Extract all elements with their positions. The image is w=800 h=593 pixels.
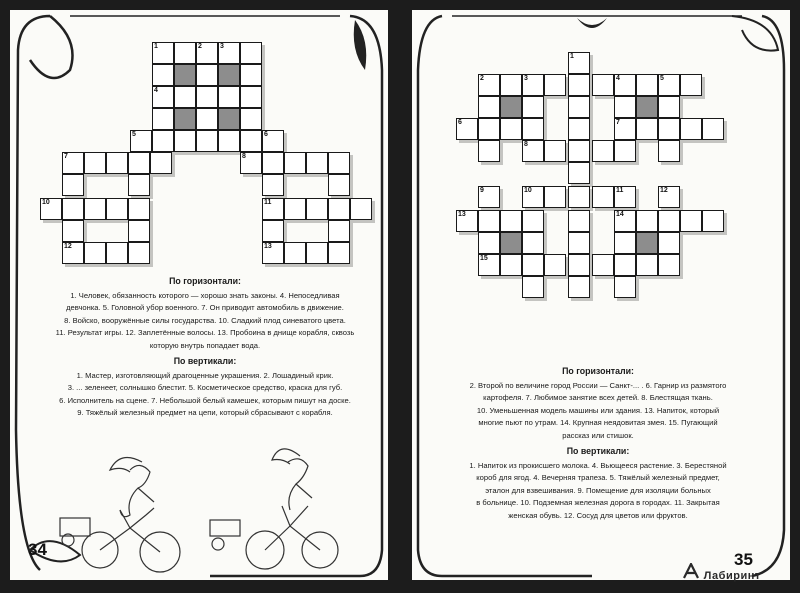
crossword-cell[interactable] — [240, 42, 262, 64]
clue-number: 7 — [616, 119, 620, 126]
crossword-cell[interactable] — [522, 276, 544, 298]
clue-number: 14 — [616, 211, 624, 218]
crossword-cell[interactable] — [328, 174, 350, 196]
clue-line: 11. Результат игры. 12. Заплетённые волосы. 13. Пробоина в днище корабля, сквозь — [55, 328, 355, 337]
clue-number: 2 — [198, 43, 202, 50]
across-heading: По горизонтали: — [169, 276, 241, 286]
clue-number: 4 — [154, 87, 158, 94]
crossword-cell[interactable] — [328, 242, 350, 264]
crossword-cell[interactable] — [128, 198, 150, 220]
crossword-cell[interactable] — [478, 232, 500, 254]
clue-line: 9. Тяжёлый железный предмет на цепи, который сбрасывают с корабля. — [77, 408, 333, 417]
crossword-cell[interactable] — [128, 242, 150, 264]
crossword-cell[interactable] — [128, 174, 150, 196]
crossword-cell[interactable] — [328, 152, 350, 174]
crossword-cell[interactable] — [568, 254, 590, 276]
crossword-cell-shaded — [636, 96, 658, 118]
labirint-logo-icon — [682, 563, 700, 579]
left-page — [10, 10, 388, 580]
clue-number: 8 — [524, 141, 528, 148]
clue-line: 1. Мастер, изготовляющий драгоценные украшения. 2. Лошадиный крик. — [76, 370, 334, 380]
crossword-cell[interactable] — [658, 232, 680, 254]
crossword-cell[interactable] — [456, 118, 478, 140]
clue-number: 6 — [264, 131, 268, 138]
crossword-cell[interactable] — [240, 130, 262, 152]
crossword-cell[interactable] — [262, 242, 284, 264]
crossword-cell[interactable] — [658, 74, 680, 96]
crossword-cell[interactable] — [568, 118, 590, 140]
page-number: 35 — [734, 550, 753, 569]
crossword-cell[interactable] — [84, 152, 106, 174]
crossword-cell[interactable] — [568, 276, 590, 298]
crossword-cell[interactable] — [196, 130, 218, 152]
right-page — [412, 10, 790, 580]
clue-number: 11 — [616, 187, 624, 194]
clue-number: 13 — [264, 243, 272, 250]
crossword-cell[interactable] — [478, 186, 500, 208]
crossword-cell[interactable] — [478, 118, 500, 140]
clue-number: 5 — [660, 75, 664, 82]
publisher-logo — [682, 563, 761, 582]
crossword-cell[interactable] — [84, 242, 106, 264]
clue-line: 6. Исполнитель на сцене. 7. Небольшой белый камешек, которым пишут на доске. — [59, 395, 351, 405]
crossword-cell[interactable] — [658, 96, 680, 118]
crossword-cell[interactable] — [658, 254, 680, 276]
crossword-cell[interactable] — [568, 74, 590, 96]
page-number: 34 — [28, 540, 47, 559]
clue-number: 9 — [480, 187, 484, 194]
clue-line: в больнице. 10. Подземная железная дорога в городах. 11. Закрытая — [476, 498, 720, 507]
crossword-cell[interactable] — [680, 210, 702, 232]
clue-number: 3 — [524, 75, 528, 82]
clue-number: 12 — [660, 187, 668, 194]
crossword-cell[interactable] — [658, 118, 680, 140]
clue-number: 7 — [64, 153, 68, 160]
crossword-cell[interactable] — [522, 74, 544, 96]
crossword-cell-shaded — [636, 232, 658, 254]
crossword-cell[interactable] — [262, 220, 284, 242]
crossword-cell[interactable] — [544, 74, 566, 96]
crossword-cell[interactable] — [196, 42, 218, 64]
crossword-cell[interactable] — [350, 198, 372, 220]
crossword-cell[interactable] — [522, 96, 544, 118]
crossword-cell[interactable] — [478, 74, 500, 96]
clue-number: 10 — [524, 187, 532, 194]
down-heading: По вертикали: — [566, 446, 630, 456]
crossword-cell[interactable] — [500, 74, 522, 96]
crossword-cell[interactable] — [40, 198, 62, 220]
crossword-cell[interactable] — [568, 140, 590, 162]
crossword-cell[interactable] — [522, 140, 544, 162]
crossword-cell[interactable] — [152, 42, 174, 64]
crossword-cell[interactable] — [500, 118, 522, 140]
clue-number: 12 — [64, 243, 72, 250]
crossword-cell[interactable] — [128, 152, 150, 174]
publisher-name: Лабиринт — [703, 570, 761, 582]
crossword-cell[interactable] — [568, 162, 590, 184]
clue-number: 13 — [458, 211, 466, 218]
crossword-cell[interactable] — [614, 276, 636, 298]
crossword-cell[interactable] — [62, 174, 84, 196]
crossword-cell[interactable] — [128, 220, 150, 242]
crossword-cell[interactable] — [456, 210, 478, 232]
crossword-cell[interactable] — [240, 64, 262, 86]
crossword-cell[interactable] — [702, 118, 724, 140]
crossword-cell[interactable] — [196, 64, 218, 86]
crossword-cell[interactable] — [174, 86, 196, 108]
crossword-cell-shaded — [218, 64, 240, 86]
crossword-cell[interactable] — [680, 74, 702, 96]
crossword-cell[interactable] — [568, 186, 590, 208]
crossword-cell[interactable] — [152, 64, 174, 86]
crossword-cell-shaded — [218, 108, 240, 130]
crossword-cell[interactable] — [328, 198, 350, 220]
crossword-cell[interactable] — [522, 118, 544, 140]
crossword-cell[interactable] — [636, 118, 658, 140]
crossword-cell[interactable] — [522, 254, 544, 276]
crossword-cell[interactable] — [614, 186, 636, 208]
crossword-cell[interactable] — [478, 254, 500, 276]
clue-number: 15 — [480, 255, 488, 262]
crossword-cell[interactable] — [568, 96, 590, 118]
crossword-cell[interactable] — [62, 242, 84, 264]
crossword-cell[interactable] — [658, 186, 680, 208]
crossword-cell[interactable] — [262, 198, 284, 220]
crossword-cell[interactable] — [106, 198, 128, 220]
crossword-cell[interactable] — [152, 86, 174, 108]
clue-line: которую внутрь попадает вода. — [149, 340, 261, 350]
clue-line: 2. Второй по величине город России — Санкт-... . 6. Гарнир из размятого — [469, 380, 727, 390]
clue-line: многие пьют по утрам. 14. Крупная неядовитая змея. 15. Пугающий — [478, 418, 718, 427]
clue-number: 5 — [132, 131, 136, 138]
crossword-cell[interactable] — [500, 254, 522, 276]
crossword-cell[interactable] — [478, 140, 500, 162]
clue-line: 3. ... зеленеет, солнышко блестит. 5. Косметическое средство, краска для губ. — [67, 383, 343, 392]
crossword-cell[interactable] — [218, 86, 240, 108]
crossword-cell[interactable] — [568, 52, 590, 74]
crossword-cell[interactable] — [592, 186, 614, 208]
clue-line: картофеля. 7. Любимое занятие всех детей. 8. Блестящая ткань. — [483, 393, 713, 402]
crossword-cell[interactable] — [130, 130, 152, 152]
clue-number: 8 — [242, 153, 246, 160]
clue-number: 6 — [458, 119, 462, 126]
clue-line: эталон для взвешивания. 9. Помещение для изоляции больных — [485, 485, 711, 495]
clue-number: 10 — [42, 199, 50, 206]
crossword-cell[interactable] — [658, 210, 680, 232]
clues-left — [40, 272, 370, 420]
crossword-cell[interactable] — [240, 86, 262, 108]
crossword-cell[interactable] — [522, 232, 544, 254]
crossword-cell[interactable] — [592, 254, 614, 276]
crossword-cell[interactable] — [150, 152, 172, 174]
clue-line: женская обувь. 12. Сосуд для цветов или фруктов. — [508, 510, 688, 520]
crossword-cell[interactable] — [568, 232, 590, 254]
crossword-cell[interactable] — [544, 186, 566, 208]
crossword-cell[interactable] — [106, 152, 128, 174]
clue-number: 4 — [616, 75, 620, 82]
clue-number: 1 — [154, 43, 158, 50]
crossword-cell[interactable] — [196, 86, 218, 108]
clue-number: 11 — [264, 199, 272, 206]
crossword-cell[interactable] — [614, 232, 636, 254]
clue-line: 8. Войско, вооружённые силы государства. 10. Сладкий плод синеватого цвета. — [64, 315, 346, 325]
crossword-cell[interactable] — [262, 174, 284, 196]
crossword-cell-shaded — [500, 232, 522, 254]
across-heading: По горизонтали: — [562, 366, 634, 376]
crossword-cell-shaded — [174, 64, 196, 86]
clues-right — [428, 362, 768, 522]
crossword-cell[interactable] — [84, 198, 106, 220]
down-heading: По вертикали: — [173, 356, 237, 366]
crossword-cell[interactable] — [592, 140, 614, 162]
crossword-cell[interactable] — [106, 242, 128, 264]
clue-line: девчонка. 5. Головной убор военного. 7. Он приводит автомобиль в движение. — [66, 303, 344, 312]
crossword-cell[interactable] — [614, 254, 636, 276]
crossword-cell[interactable] — [218, 42, 240, 64]
crossword-cell[interactable] — [240, 152, 262, 174]
crossword-cell-shaded — [500, 96, 522, 118]
crossword-cell[interactable] — [62, 220, 84, 242]
clue-line: 1. Человек, обязанность которого — хорошо знать законы. 4. Непоседливая — [70, 290, 340, 300]
crossword-cell[interactable] — [196, 108, 218, 130]
crossword-cell[interactable] — [262, 152, 284, 174]
crossword-cell[interactable] — [658, 140, 680, 162]
crossword-cell[interactable] — [306, 198, 328, 220]
crossword-cell[interactable] — [614, 74, 636, 96]
crossword-cell-shaded — [174, 108, 196, 130]
clue-line: 1. Напиток из прокисшего молока. 4. Вьющееся растение. 3. Берестяной — [469, 460, 727, 470]
crossword-cell[interactable] — [478, 210, 500, 232]
crossword-cell[interactable] — [636, 210, 658, 232]
crossword-cell[interactable] — [522, 186, 544, 208]
crossword-cell[interactable] — [614, 96, 636, 118]
crossword-cell[interactable] — [218, 130, 240, 152]
crossword-cell[interactable] — [62, 152, 84, 174]
crossword-cell[interactable] — [152, 130, 174, 152]
clue-number: 2 — [480, 75, 484, 82]
crossword-cell[interactable] — [500, 210, 522, 232]
crossword-cell[interactable] — [702, 210, 724, 232]
crossword-cell[interactable] — [636, 74, 658, 96]
crossword-cell[interactable] — [328, 220, 350, 242]
crossword-cell[interactable] — [614, 118, 636, 140]
crossword-cell[interactable] — [478, 96, 500, 118]
crossword-cell[interactable] — [284, 242, 306, 264]
crossword-cell[interactable] — [592, 74, 614, 96]
crossword-cell[interactable] — [614, 140, 636, 162]
clue-line: короб для ягод. 4. Вечерняя трапеза. 5. Тяжёлый железный предмет, — [476, 473, 720, 482]
clue-number: 1 — [570, 53, 574, 60]
crossword-cell[interactable] — [522, 210, 544, 232]
crossword-cell[interactable] — [174, 42, 196, 64]
crossword-cell[interactable] — [544, 140, 566, 162]
crossword-cell[interactable] — [306, 152, 328, 174]
crossword-cell[interactable] — [614, 210, 636, 232]
crossword-cell[interactable] — [284, 152, 306, 174]
crossword-cell[interactable] — [680, 118, 702, 140]
crossword-cell[interactable] — [568, 210, 590, 232]
clue-line: рассказ или стишок. — [562, 430, 634, 440]
crossword-cell[interactable] — [262, 130, 284, 152]
crossword-cell[interactable] — [174, 130, 196, 152]
crossword-cell[interactable] — [636, 254, 658, 276]
crossword-cell[interactable] — [306, 242, 328, 264]
crossword-cell[interactable] — [544, 254, 566, 276]
clue-line: 10. Уменьшенная модель машины или здания. 13. Напиток, который — [476, 405, 720, 415]
bicycle-girls-illustration — [50, 440, 340, 575]
crossword-cell[interactable] — [240, 108, 262, 130]
crossword-cell[interactable] — [62, 198, 84, 220]
crossword-cell[interactable] — [284, 198, 306, 220]
clue-number: 3 — [220, 43, 224, 50]
crossword-cell[interactable] — [152, 108, 174, 130]
